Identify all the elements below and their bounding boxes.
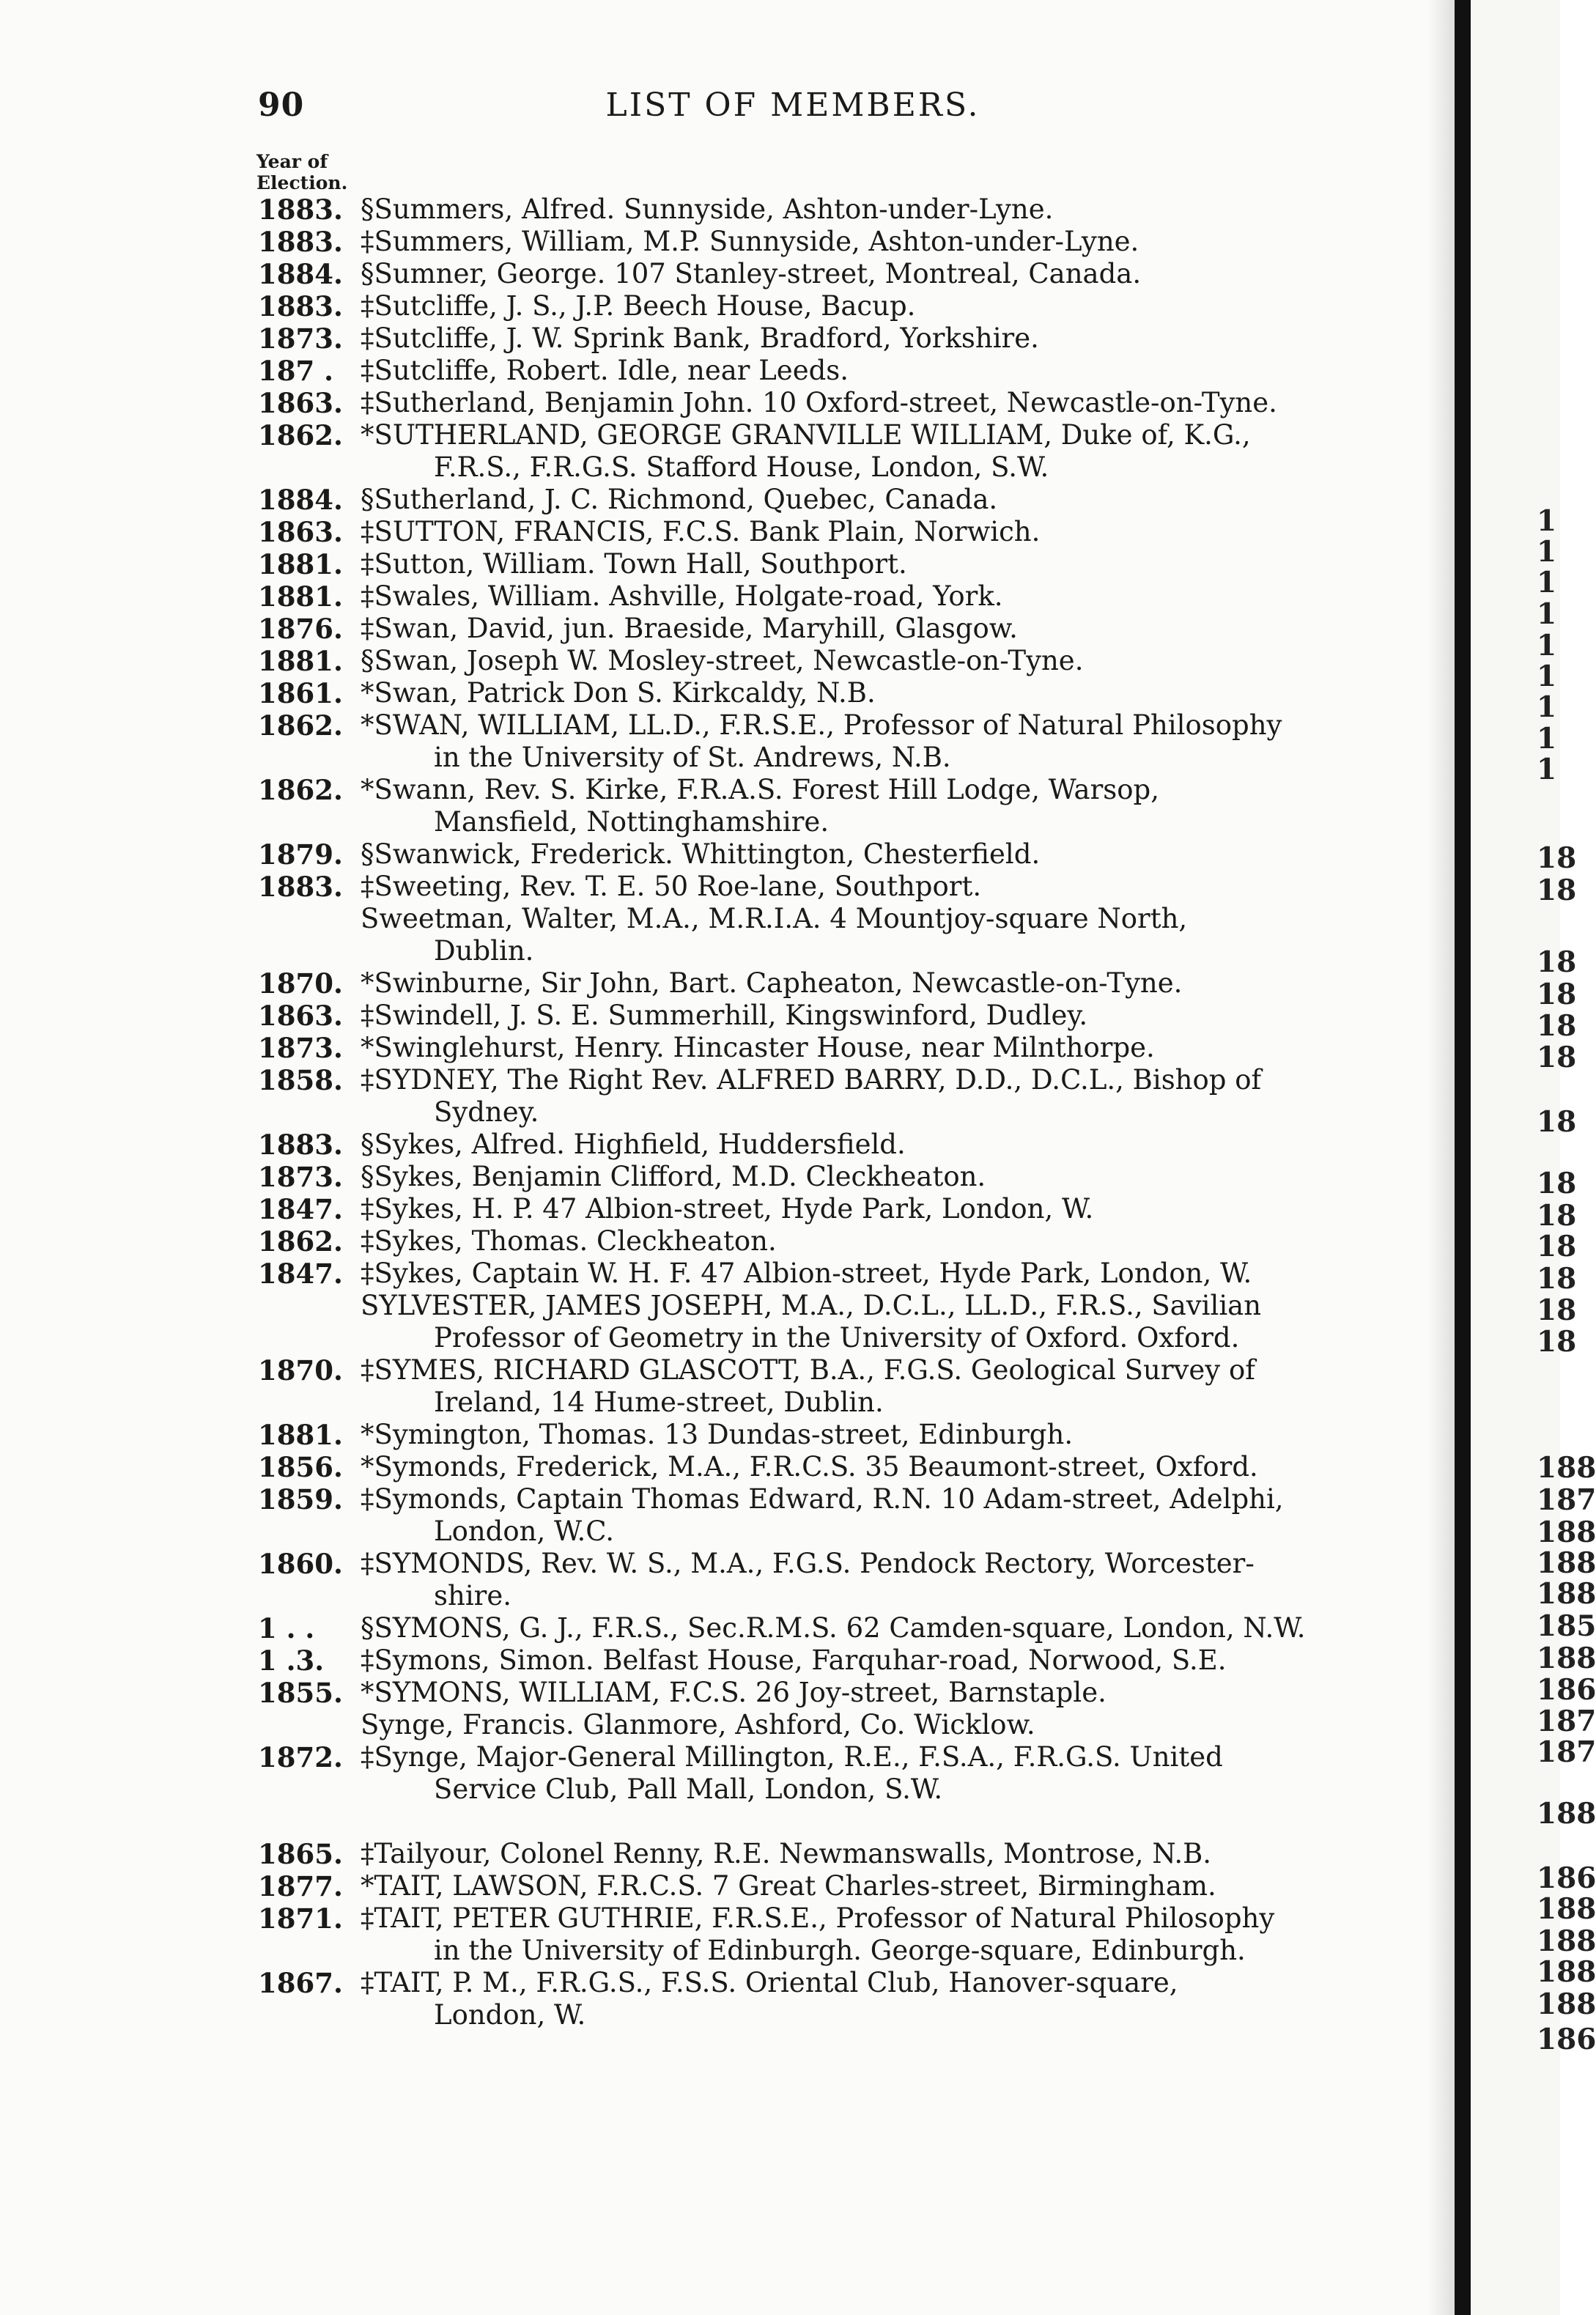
election-year: 1873. [258,1161,343,1193]
member-entry [258,645,1392,677]
member-entry [258,1741,1392,1806]
member-entry [258,1838,1392,1870]
election-year: 1 . . [258,1612,315,1644]
member-entry [258,355,1392,387]
member-text: ‡SYDNEY, The Right Rev. ALFRED BARRY, D.D., D.C.L., Bishop of [361,1064,1262,1096]
member-text: ‡Sutherland, Benjamin John. 10 Oxford-street, Newcastle-on-Tyne. [361,387,1277,418]
member-text: §Swanwick, Frederick. Whittington, Chesterfield. [361,838,1041,870]
member-entry [258,1483,1392,1548]
member-text: *SYMONS, WILLIAM, F.C.S. 26 Joy-street, Barnstaple. [361,1677,1107,1708]
member-entry [258,903,1392,967]
member-text: ‡TAIT, PETER GUTHRIE, F.R.S.E., Professor of Natural Philosophy [361,1902,1275,1934]
member-entry [258,1032,1392,1064]
member-entry [258,871,1392,903]
member-text: ‡Summers, William, M.P. Sunnyside, Ashton-under-Lyne. [361,226,1139,257]
election-year: 1863. [258,1000,343,1032]
member-text: ‡SUTTON, FRANCIS, F.C.S. Bank Plain, Norwich. [361,516,1041,547]
election-year: 1862. [258,774,343,806]
member-text: ‡Tailyour, Colonel Renny, R.E. Newmanswalls, Montrose, N.B. [361,1838,1212,1869]
member-text-continued: Mansfield, Nottinghamshire. [434,806,830,838]
facing-page-year-fragment: 187 [1537,1483,1596,1517]
member-entry [258,1000,1392,1032]
election-year: 1871. [258,1902,343,1935]
member-entry [258,193,1392,226]
member-entry [258,1354,1392,1419]
facing-page-year-fragment: 1 [1537,629,1557,662]
member-text: *TAIT, LAWSON, F.R.C.S. 7 Great Charles-street, Birmingham. [361,1870,1216,1902]
member-entry [258,1548,1392,1612]
facing-page-year-fragment: 1 [1537,504,1557,538]
member-text: ‡Symons, Simon. Belfast House, Farquhar-road, Norwood, S.E. [361,1644,1227,1676]
member-entry [258,1225,1392,1258]
election-year: 1883. [258,1129,343,1161]
member-text: ‡Swales, William. Ashville, Holgate-road, York. [361,580,1003,612]
election-year: 1872. [258,1741,343,1773]
member-entry [258,1612,1392,1644]
facing-page-year-fragment: 188 [1537,1892,1596,1926]
election-year: 1870. [258,967,343,1000]
member-text: *Swan, Patrick Don S. Kirkcaldy, N.B. [361,677,876,709]
facing-page-year-fragment: 188 [1537,1987,1596,2021]
election-year: 1881. [258,580,343,613]
member-entry [258,967,1392,1000]
member-text-continued: Sydney. [434,1096,539,1128]
election-year: 1856. [258,1451,343,1483]
facing-page-year-fragment: 18 [1537,1262,1577,1296]
member-entry [258,1709,1392,1741]
member-text-continued: Professor of Geometry in the University of Oxford. Oxford. [434,1322,1240,1354]
election-year: 1862. [258,1225,343,1258]
facing-page-year-fragment: 1 [1537,660,1557,693]
member-text: ‡Sutcliffe, Robert. Idle, near Leeds. [361,355,849,386]
member-text-continued: London, W.C. [434,1515,615,1547]
facing-page-year-fragment: 188 [1537,1451,1596,1485]
member-text: *Swinglehurst, Henry. Hincaster House, near Milnthorpe. [361,1032,1155,1063]
member-entry [258,709,1392,774]
member-text: *Symington, Thomas. 13 Dundas-street, Edinburgh. [361,1419,1074,1450]
member-entry [258,1161,1392,1193]
facing-page-year-fragment: 18 [1537,1009,1577,1043]
election-year: 1873. [258,322,343,355]
member-entry [258,258,1392,290]
facing-page-year-fragment: 188 [1537,1546,1596,1580]
column-heading [256,151,347,193]
facing-page-year-fragment: 18 [1537,978,1577,1011]
facing-page-year-fragment: 188 [1537,1642,1596,1675]
member-entry [258,1290,1392,1354]
facing-page-year-fragment: 18 [1537,1167,1577,1200]
facing-page-year-fragment: 186 [1537,1861,1596,1895]
member-entry [258,774,1392,838]
member-text: *Swann, Rev. S. Kirke, F.R.A.S. Forest Hill Lodge, Warsop, [361,774,1159,805]
facing-page-year-fragment: 1 [1537,722,1557,756]
facing-page-year-fragment: 1 [1537,566,1557,599]
member-text: §Summers, Alfred. Sunnyside, Ashton-under-Lyne. [361,193,1054,225]
election-year: 1884. [258,484,343,516]
member-entry [258,1129,1392,1161]
member-text: SYLVESTER, JAMES JOSEPH, M.A., D.C.L., LL.D., F.R.S., Savilian [361,1290,1262,1321]
facing-page-year-fragment: 188 [1537,1577,1596,1611]
facing-page-year-fragment: 18 [1537,945,1577,979]
member-entry [258,1193,1392,1225]
member-text: §Swan, Joseph W. Mosley-street, Newcastle-on-Tyne. [361,645,1084,676]
facing-page-edge [1471,0,1596,2315]
member-text: ‡TAIT, P. M., F.R.G.S., F.S.S. Oriental Club, Hanover-square, [361,1967,1178,1998]
page-header [258,86,1328,130]
member-entry [258,1644,1392,1677]
member-text: Sweetman, Walter, M.A., M.R.I.A. 4 Mountjoy-square North, [361,903,1188,934]
member-text: *SUTHERLAND, GEORGE GRANVILLE WILLIAM, Duke of, K.G., [361,419,1251,451]
election-year: 1855. [258,1677,343,1709]
member-entry [258,226,1392,258]
facing-page-year-fragment: 186 [1537,1673,1596,1707]
page-title: LIST OF MEMBERS. [605,86,980,124]
election-year: 1859. [258,1483,343,1515]
facing-page-year-fragment: 186 [1537,2023,1596,2056]
member-text: ‡Sutcliffe, J. W. Sprink Bank, Bradford, Yorkshire. [361,322,1039,354]
election-year: 187 . [258,355,333,387]
facing-page-year-fragment: 185 [1537,1609,1596,1643]
member-text-continued: Service Club, Pall Mall, London, S.W. [434,1773,943,1805]
election-year: 1881. [258,645,343,677]
member-entry [258,1258,1392,1290]
election-year: 1862. [258,419,343,451]
member-text: ‡SYMONDS, Rev. W. S., M.A., F.G.S. Pendock Rectory, Worcester- [361,1548,1255,1579]
member-text: ‡SYMES, RICHARD GLASCOTT, B.A., F.G.S. Geological Survey of [361,1354,1255,1386]
member-entry [258,387,1392,419]
election-year: 1876. [258,613,343,645]
member-entry [258,419,1392,484]
member-entry [258,322,1392,355]
gutter-shadow [1427,0,1457,2315]
member-text: *SWAN, WILLIAM, LL.D., F.R.S.E., Professor of Natural Philosophy [361,709,1282,741]
election-year: 1870. [258,1354,343,1387]
member-text: §SYMONS, G. J., F.R.S., Sec.R.M.S. 62 Camden-square, London, N.W. [361,1612,1306,1644]
election-year: 1883. [258,193,343,226]
member-text-continued: London, W. [434,1999,586,2031]
facing-page-year-fragment: 187 [1537,1705,1596,1738]
member-text-continued: in the University of Edinburgh. George-square, Edinburgh. [434,1935,1246,1966]
facing-page-year-fragment: 18 [1537,874,1577,907]
election-year: 1883. [258,871,343,903]
member-entry [258,484,1392,516]
member-entry [258,290,1392,322]
member-text: §Sykes, Benjamin Clifford, M.D. Cleckheaton. [361,1161,986,1192]
election-year: 1873. [258,1032,343,1064]
member-text: ‡Sykes, Captain W. H. F. 47 Albion-street, Hyde Park, London, W. [361,1258,1252,1289]
member-text: *Symonds, Frederick, M.A., F.R.C.S. 35 Beaumont-street, Oxford. [361,1451,1258,1483]
member-text: Synge, Francis. Glanmore, Ashford, Co. Wicklow. [361,1709,1035,1740]
member-entry [258,1419,1392,1451]
page-number: 90 [258,86,305,124]
member-entry [258,548,1392,580]
facing-page-year-fragment: 18 [1537,1325,1577,1359]
member-text: ‡Sykes, Thomas. Cleckheaton. [361,1225,777,1257]
election-year: 1847. [258,1258,343,1290]
facing-page-year-fragment: 1 [1537,690,1557,724]
member-entry [258,838,1392,871]
facing-page-year-fragment: 18 [1537,1293,1577,1327]
facing-page-year-fragment: 188 [1537,1515,1596,1549]
member-text: ‡Synge, Major-General Millington, R.E., F.S.A., F.R.G.S. United [361,1741,1223,1773]
election-year: 1881. [258,1419,343,1451]
facing-page-year-fragment: 18 [1537,1041,1577,1074]
member-entry [258,613,1392,645]
election-year: 1884. [258,258,343,290]
member-text: ‡Sutton, William. Town Hall, Southport. [361,548,907,580]
facing-page-year-fragment: 188 [1537,1924,1596,1958]
member-text-continued: shire. [434,1580,511,1611]
book-gutter [1455,0,1471,2315]
member-entry [258,677,1392,709]
facing-page-year-fragment: 18 [1537,1230,1577,1263]
column-heading-line: Year of [256,151,328,172]
member-entry [258,1870,1392,1902]
facing-page-year-fragment: 187 [1537,1735,1596,1769]
facing-page-year-fragment: 18 [1537,841,1577,875]
member-list [0,193,1392,2031]
member-entry [258,580,1392,613]
election-year: 1883. [258,226,343,258]
member-entry [258,1967,1392,2031]
election-year: 1 .3. [258,1644,325,1677]
facing-page-year-fragment: 1 [1537,753,1557,786]
election-year: 1847. [258,1193,343,1225]
member-entry [258,1902,1392,1967]
member-text: §Sutherland, J. C. Richmond, Quebec, Canada. [361,484,998,515]
member-text: ‡Swan, David, jun. Braeside, Maryhill, Glasgow. [361,613,1018,644]
member-text: ‡Sutcliffe, J. S., J.P. Beech House, Bacup. [361,290,916,322]
member-text: ‡Swindell, J. S. E. Summerhill, Kingswinford, Dudley. [361,1000,1088,1031]
facing-page-year-fragment: 1 [1537,597,1557,631]
election-year: 1862. [258,709,343,742]
member-entry [258,516,1392,548]
election-year: 1883. [258,290,343,322]
member-text: §Sumner, George. 107 Stanley-street, Montreal, Canada. [361,258,1142,289]
member-text: §Sykes, Alfred. Highfield, Huddersfield. [361,1129,906,1160]
member-entry [258,1677,1392,1709]
member-text-continued: Dublin. [434,935,534,967]
election-year: 1881. [258,548,343,580]
member-text: ‡Symonds, Captain Thomas Edward, R.N. 10 Adam-street, Adelphi, [361,1483,1284,1515]
facing-page-year-fragment: 1 [1537,535,1557,569]
election-year: 1867. [258,1967,343,1999]
election-year: 1860. [258,1548,343,1580]
member-text-continued: F.R.S., F.R.G.S. Stafford House, London, S.W. [434,451,1049,483]
column-heading-line: Election. [256,172,348,193]
member-text: ‡Sweeting, Rev. T. E. 50 Roe-lane, Southport. [361,871,982,902]
member-entry [258,1064,1392,1129]
election-year: 1863. [258,387,343,419]
facing-page-year-fragment: 18 [1537,1199,1577,1233]
member-text-continued: Ireland, 14 Hume-street, Dublin. [434,1387,884,1418]
member-entry [258,1451,1392,1483]
election-year: 1879. [258,838,343,871]
member-text: *Swinburne, Sir John, Bart. Capheaton, Newcastle-on-Tyne. [361,967,1183,999]
member-text-continued: in the University of St. Andrews, N.B. [434,742,951,773]
facing-page-year-fragment: 188 [1537,1797,1596,1831]
facing-page-year-fragment: 18 [1537,1105,1577,1139]
election-year: 1865. [258,1838,343,1870]
election-year: 1858. [258,1064,343,1096]
election-year: 1863. [258,516,343,548]
election-year: 1877. [258,1870,343,1902]
election-year: 1861. [258,677,343,709]
member-text: ‡Sykes, H. P. 47 Albion-street, Hyde Park, London, W. [361,1193,1094,1225]
facing-page-year-fragment: 188 [1537,1955,1596,1989]
